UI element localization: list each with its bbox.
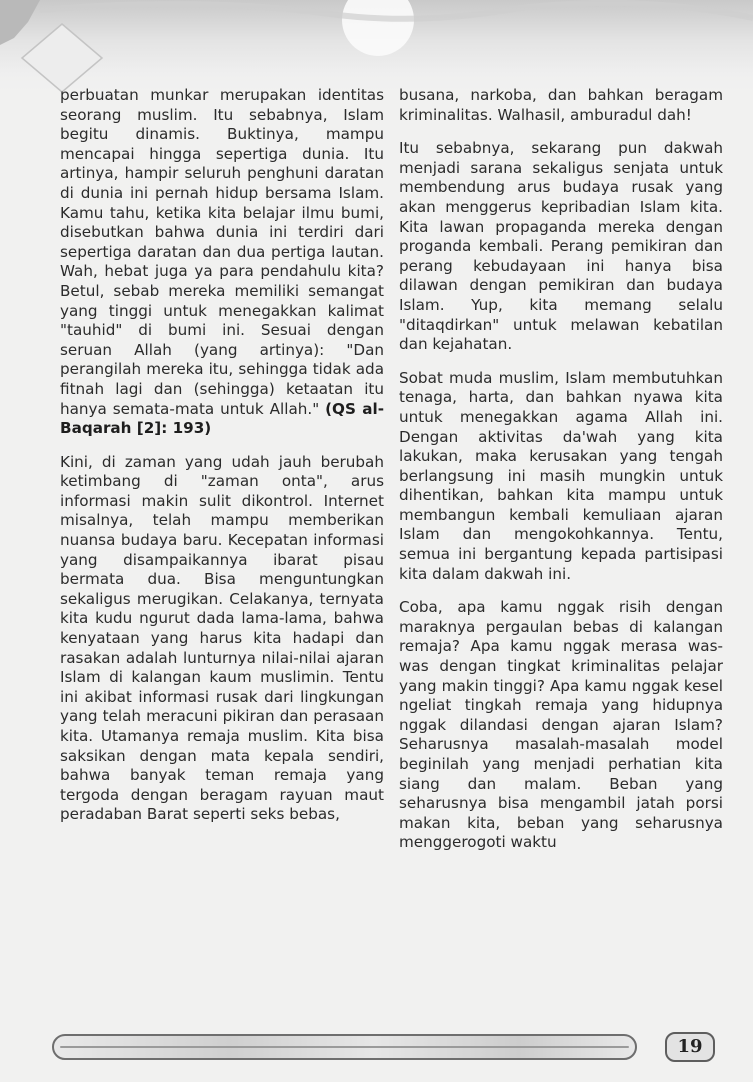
page-number: 19: [665, 1032, 715, 1062]
footer: [52, 1028, 720, 1070]
left-text-column: [60, 86, 384, 839]
diamond-ornament: [22, 24, 102, 92]
header-left-shade: [0, 0, 40, 45]
header-art: [0, 0, 753, 92]
footer-ornament-bar: [52, 1034, 637, 1060]
right-paragraph-2: Itu sebabnya, sekarang pun dakwah menjadi sarana sekaligus senjata untuk membendung arus budaya rusak yang akan menggerus kepribadian Islam kita. Kita lawan propaganda mereka dengan proganda kembali. Perang pemikiran dan perang kebudayaan ini hanya bisa dilawan dengan pemikiran dan budaya Islam. Yup, kita memang selalu "ditaqdirkan" untuk melawan kebatilan dan kejahatan.: [399, 139, 723, 354]
right-text-column: [399, 86, 723, 867]
right-paragraph-3: Sobat muda muslim, Islam membutuhkan tenaga, harta, dan bahkan nyawa kita untuk menegakkan agama Allah ini. Dengan aktivitas da'wah yang kita lakukan, maka kerusakan yang tengah berlangsung ini masih mungkin untuk dihentikan, bahkan kita mampu untuk membangun kembali kemuliaan ajaran Islam dan mengokohkannya. Tentu, semua ini bergantung kepada partisipasi kita dalam dakwah ini.: [399, 368, 723, 583]
left-paragraph-2: Kini, di zaman yang udah jauh berubah ketimbang di "zaman onta", arus informasi makin sulit dikontrol. Internet misalnya, telah mampu memberikan nuansa budaya baru. Kecepatan informasi yang disampaikannya ibarat pisau bermata dua. Bisa menguntungkan sekaligus merugikan. Celakanya, ternyata kita kudu ngurut dada lama-lama, bahwa kenyataan yang harus kita hadapi dan rasakan adalah lunturnya nilai-nilai ajaran Islam di kalangan kaum muslimin. Tentu ini akibat informasi rusak dari lingkungan yang telah meracuni pikiran dan perasaan kita. Utamanya remaja muslim. Kita bisa saksikan dengan mata kepala sendiri, bahwa banyak teman remaja yang tergoda dengan beragam rayuan maut peradaban Barat seperti seks bebas,: [60, 452, 384, 824]
header-decoration: [0, 0, 753, 92]
right-paragraph-4: Coba, apa kamu nggak risih dengan maraknya pergaulan bebas di kalangan remaja? Apa kamu nggak merasa was-was dengan tingkat kriminalitas pelajar yang makin tinggi? Apa kamu nggak kesel ngeliat tingkah remaja yang hidupnya nggak dilandasi dengan ajaran Islam? Seharusnya masalah-masalah model beginilah yang menjadi perhatian kita siang dan malam. Beban yang seharusnya bisa mengambil jatah porsi makan kita, beban yang seharusnya menggerogoti waktu: [399, 598, 723, 852]
quran-reference: (QS al-Baqarah [2]: 193): [60, 399, 384, 438]
right-paragraph-1: busana, narkoba, dan bahkan beragam kriminalitas. Walhasil, amburadul dah!: [399, 86, 723, 124]
left-paragraph-1-text: perbuatan munkar merupakan identitas seorang muslim. Itu sebabnya, Islam begitu dinamis. Buktinya, mampu mencapai hingga sepertiga dunia. Itu artinya, hampir seluruh penghuni daratan di dunia ini pernah hidup bersama Islam. Kamu tahu, ketika kita belajar ilmu bumi, disebutkan bahwa dunia ini terdiri dari sepertiga daratan dan dua pertiga lautan. Wah, hebat juga ya para pendahulu kita? Betul, sebab mereka memiliki semangat yang tinggi untuk menegakkan kalimat "tauhid" di bumi ini. Sesuai dengan seruan Allah (yang artinya): "Dan perangilah mereka itu, sehingga tidak ada fitnah lagi dan (sehingga) ketaatan itu hanya semata-mata untuk Allah.": [60, 86, 384, 418]
left-paragraph-1: [60, 86, 384, 439]
sun-ornament: [342, 0, 414, 56]
